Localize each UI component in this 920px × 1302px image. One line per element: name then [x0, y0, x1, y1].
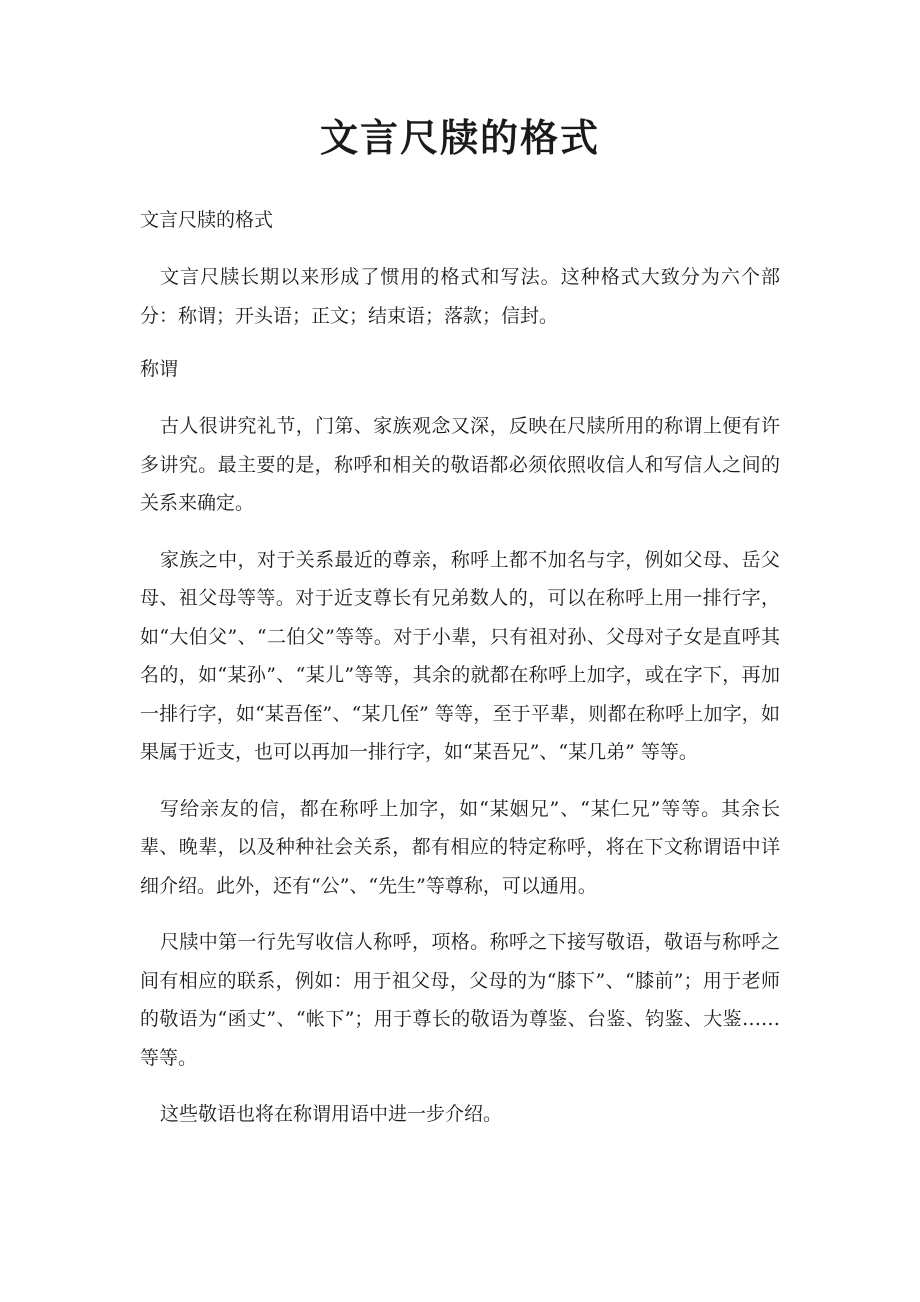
- document-subtitle: 文言尺牍的格式: [140, 209, 274, 231]
- section-heading: 称谓: [140, 358, 179, 380]
- intro-paragraph: 文言尺牍长期以来形成了惯用的格式和写法。这种格式大致分为六个部分：称谓；开头语；正文；结束语；落款；信封。: [140, 266, 780, 327]
- paragraph-5: 这些敬语也将在称谓用语中进一步介绍。: [160, 1103, 503, 1125]
- paragraph-3: 写给亲友的信，都在称呼上加字，如“某姻兄”、“某仁兄”等等。其余长辈、晚辈，以及种种社会关系，都有相应的特定称呼，将在下文称谓语中详细介绍。此外，还有“公”、“先生”等尊称，可以通用。: [140, 797, 780, 897]
- paragraph-2: 家族之中，对于关系最近的尊亲，称呼上都不加名与字，例如父母、岳父母、祖父母等等。对于近支尊长有兄弟数人的，可以在称呼上用一排行字，如“大伯父”、“二伯父”等等。对于小辈，只有祖对孙、父母对子女是直呼其名的，如“某孙”、“某儿”等等，其余的就都在称呼上加字，或在字下，再加一排行字，如“某吾侄”、“某几侄” 等等，至于平辈，则都在称呼上加字，如果属于近支，也可以再加一排行字，如“某吾兄”、“某几弟” 等等。: [140, 548, 780, 763]
- paragraph-1: 古人很讲究礼节，门第、家族观念又深，反映在尺牍所用的称谓上便有许多讲究。最主要的是，称呼和相关的敬语都必须依照收信人和写信人之间的关系来确定。: [140, 415, 780, 514]
- paragraph-4: 尺牍中第一行先写收信人称呼，项格。称呼之下接写敬语，敬语与称呼之间有相应的联系，例如：用于祖父母，父母的为“膝下”、“膝前”；用于老师的敬语为“函丈”、“帐下”；用于尊长的敬语为尊鉴、台鉴、钧鉴、大鉴……等等。: [140, 931, 780, 1069]
- document-title: 文言尺牍的格式: [319, 115, 600, 160]
